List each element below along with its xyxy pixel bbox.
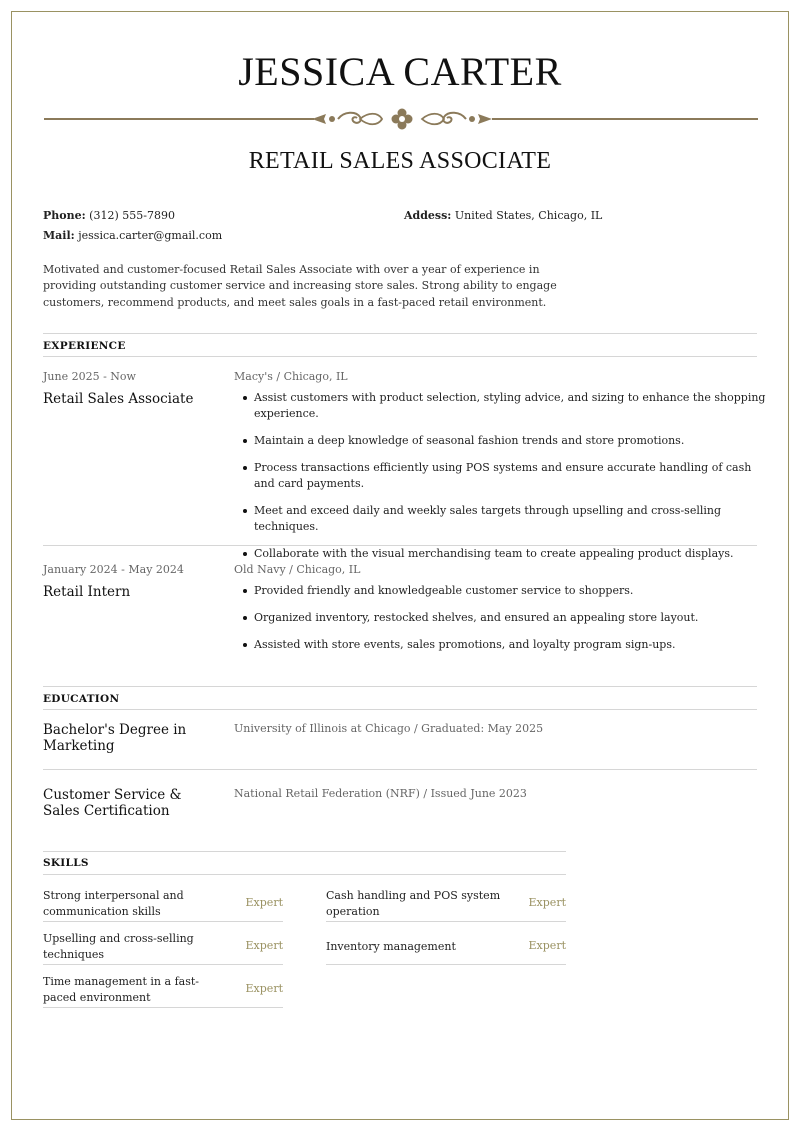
phone-label: Phone: — [43, 209, 86, 222]
skill-level: Expert — [245, 896, 283, 909]
contact-address — [404, 209, 602, 222]
skills-heading: SKILLS — [43, 857, 89, 869]
entry-divider — [43, 545, 757, 546]
job-role: Retail Sales Associate — [43, 391, 194, 407]
skill-name: Cash handling and POS system operation — [326, 889, 501, 918]
job-date: January 2024 - May 2024 — [43, 563, 184, 576]
skill-row — [43, 879, 283, 922]
education-degree: Customer Service & Sales Certification — [43, 787, 182, 819]
list-item: Organized inventory, restocked shelves, and ensured an appealing store layout. — [234, 610, 774, 626]
skill-level: Expert — [245, 982, 283, 995]
job-company: Old Navy / Chicago, IL — [234, 563, 361, 576]
skill-name: Strong interpersonal and communication skills — [43, 889, 184, 918]
section-divider — [43, 874, 566, 875]
mail-value: jessica.carter@gmail.com — [78, 229, 223, 242]
list-item: Meet and exceed daily and weekly sales targets through upselling and cross-selling techniques. — [234, 503, 774, 535]
list-item: Provided friendly and knowledgeable customer service to shoppers. — [234, 583, 774, 599]
education-heading: EDUCATION — [43, 693, 120, 705]
section-divider — [43, 709, 757, 710]
education-school: University of Illinois at Chicago / Graduated: May 2025 — [234, 722, 544, 735]
skill-row — [43, 965, 283, 1008]
contact-mail — [43, 229, 222, 242]
address-label: Addess: — [404, 209, 452, 222]
job-company: Macy's / Chicago, IL — [234, 370, 348, 383]
job-date: June 2025 - Now — [43, 370, 136, 383]
header-ornament — [44, 106, 758, 132]
education-school: National Retail Federation (NRF) / Issued June 2023 — [234, 787, 527, 800]
list-item: Assisted with store events, sales promotions, and loyalty program sign-ups. — [234, 637, 774, 653]
skill-level: Expert — [245, 939, 283, 952]
list-item: Assist customers with product selection, styling advice, and sizing to enhance the shopping experience. — [234, 390, 774, 422]
ornament-line-right — [492, 118, 758, 120]
contact-phone — [43, 209, 175, 222]
mail-label: Mail: — [43, 229, 75, 242]
skill-level: Expert — [528, 896, 566, 909]
job-role: Retail Intern — [43, 584, 131, 600]
skill-name: Upselling and cross-selling techniques — [43, 932, 194, 961]
section-divider — [43, 356, 757, 357]
section-divider — [43, 851, 566, 852]
experience-heading: EXPERIENCE — [43, 340, 126, 352]
flourish-ornament-icon — [312, 106, 492, 132]
section-divider — [43, 333, 757, 334]
ornament-line-left — [44, 118, 314, 120]
address-value: United States, Chicago, IL — [454, 209, 603, 222]
profile-summary: Motivated and customer-focused Retail Sales Associate with over a year of experience in providing outstanding customer service and increasing store sales. Strong ability to engage customers, recommend products, and meet sales goals in a fast-paced retail environment. — [43, 263, 557, 309]
target-job-title: RETAIL SALES ASSOCIATE — [248, 148, 552, 174]
entry-divider — [43, 769, 757, 770]
skill-name: Inventory management — [326, 940, 456, 953]
skill-row — [43, 922, 283, 965]
skill-name: Time management in a fast-paced environment — [43, 975, 199, 1004]
education-degree: Bachelor's Degree in Marketing — [43, 722, 187, 754]
skill-row — [326, 922, 566, 965]
skill-level: Expert — [528, 939, 566, 952]
candidate-name: JESSICA CARTER — [238, 49, 562, 94]
section-divider — [43, 686, 757, 687]
list-item: Process transactions efficiently using POS systems and ensure accurate handling of cash and card payments. — [234, 460, 774, 492]
job-duties-list — [234, 583, 774, 664]
list-item: Collaborate with the visual merchandising team to create appealing product displays. — [234, 546, 774, 562]
list-item: Maintain a deep knowledge of seasonal fashion trends and store promotions. — [234, 433, 774, 449]
phone-value: (312) 555-7890 — [89, 209, 175, 222]
skill-row — [326, 879, 566, 922]
